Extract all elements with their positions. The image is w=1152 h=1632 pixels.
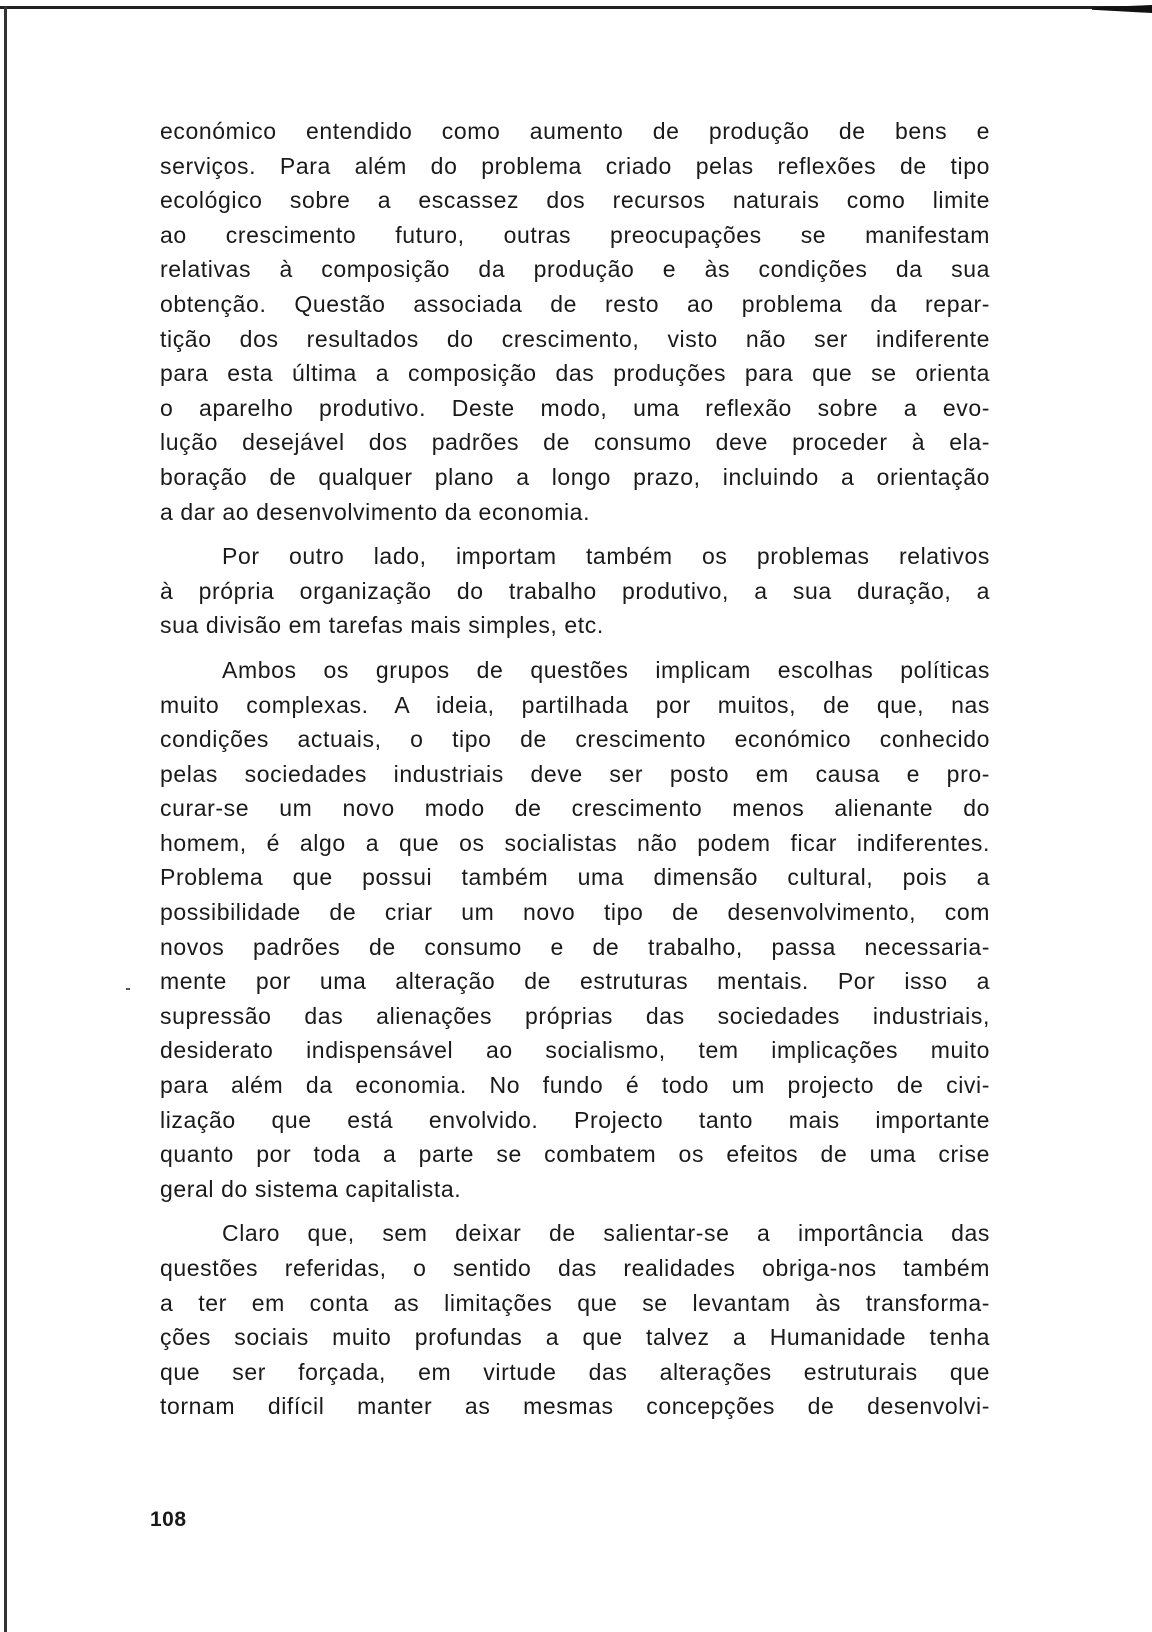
paragraph-gap [160, 1206, 990, 1216]
text-line: pelas sociedades industriais deve ser posto em causa e pro- [160, 760, 990, 787]
text-line: possibilidade de criar um novo tipo de desenvolvimento, com [160, 899, 990, 926]
paragraph-4 [160, 1216, 990, 1424]
text-line: para além da economia. No fundo é todo um projecto de civi- [160, 1072, 990, 1099]
paragraph-3 [160, 653, 990, 1207]
paragraph-gap [160, 643, 990, 653]
page-left-edge [4, 6, 7, 1632]
text-line: ecológico sobre a escassez dos recursos naturais como limite [160, 187, 990, 214]
paragraph-gap [160, 529, 990, 539]
text-line: quanto por toda a parte se combatem os efeitos de uma crise [160, 1141, 990, 1168]
text-line: ao crescimento futuro, outras preocupações se manifestam [160, 221, 990, 248]
text-line: sua divisão em tarefas mais simples, etc. [160, 612, 604, 639]
paragraph-2 [160, 539, 990, 643]
text-line: Claro que, sem deixar de salientar-se a importância das [222, 1220, 990, 1247]
text-line: o aparelho produtivo. Deste modo, uma reflexão sobre a evo- [160, 394, 990, 421]
text-line: a dar ao desenvolvimento da economia. [160, 498, 591, 525]
text-line: Problema que possui também uma dimensão cultural, pois a [160, 864, 990, 891]
text-line: tornam difícil manter as mesmas concepções de desenvolvi- [160, 1393, 990, 1420]
text-line: mente por uma alteração de estruturas mentais. Por isso a [160, 968, 990, 995]
page-body [160, 114, 990, 1424]
text-line: lução desejável dos padrões de consumo deve proceder à ela- [160, 429, 990, 456]
text-line: económico entendido como aumento de produção de bens e [160, 118, 990, 144]
text-line: Por outro lado, importam também os problemas relativos [222, 543, 990, 570]
text-line: questões referidas, o sentido das realidades obriga-nos também [160, 1255, 990, 1281]
text-line: condições actuais, o tipo de crescimento económico conhecido [160, 726, 990, 753]
text-line: novos padrões de consumo e de trabalho, passa necessaria- [160, 933, 990, 960]
text-line: que ser forçada, em virtude das alterações estruturais que [160, 1358, 990, 1385]
text-line: lização que está envolvido. Projecto tanto mais importante [160, 1106, 990, 1133]
text-line: tição dos resultados do crescimento, visto não ser indiferente [160, 325, 990, 352]
text-line: serviços. Para além do problema criado pelas reflexões de tipo [160, 152, 990, 179]
text-line: à própria organização do trabalho produtivo, a sua duração, a [160, 577, 990, 604]
text-line: Ambos os grupos de questões implicam escolhas políticas [222, 656, 990, 683]
text-line: ções sociais muito profundas a que talvez a Humanidade tenha [160, 1324, 990, 1351]
text-line: desiderato indispensável ao socialismo, tem implicações muito [160, 1037, 990, 1064]
text-line: supressão das alienações próprias das sociedades industriais, [160, 1002, 990, 1029]
text-line: a ter em conta as limitações que se levantam às transforma- [160, 1289, 990, 1316]
text-line: relativas à composição da produção e às condições da sua [160, 256, 990, 283]
page-number: 108 [150, 1508, 187, 1531]
text-line: boração de qualquer plano a longo prazo, incluindo a orientação [160, 463, 990, 490]
text-line: curar-se um novo modo de crescimento menos alienante do [160, 795, 990, 822]
text-line: geral do sistema capitalista. [160, 1175, 462, 1202]
scan-speck [126, 988, 130, 990]
text-line: homem, é algo a que os socialistas não podem ficar indiferentes. [160, 829, 990, 856]
page-top-rule [0, 6, 1152, 9]
text-line: obtenção. Questão associada de resto ao problema da repar- [160, 290, 990, 317]
paragraph-1 [160, 114, 990, 529]
text-line: muito complexas. A ideia, partilhada por muitos, de que, nas [160, 691, 990, 718]
text-line: para esta última a composição das produções para que se orienta [160, 360, 990, 387]
